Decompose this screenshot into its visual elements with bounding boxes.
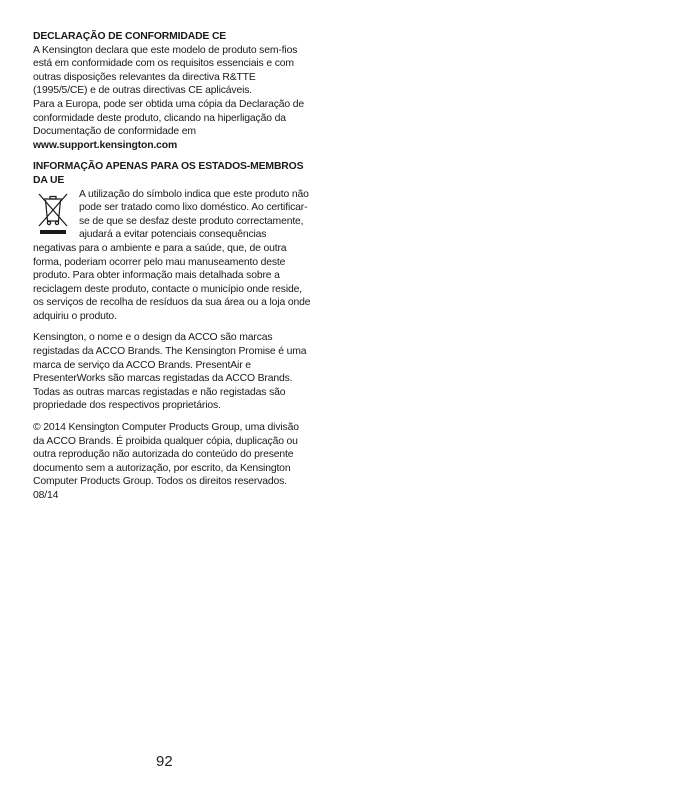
document-column	[33, 30, 311, 503]
weee-section	[33, 188, 311, 324]
weee-paragraph: A utilização do símbolo indica que este produto não pode ser tratado como lixo doméstico. Ao certificar-se de que se desfaz deste produto correctamente, ajudará a evitar potenciais consequências negativas para o ambiente e para a saúde, que, de outra forma, poderiam ocorrer pelo mau manuseamento deste produto. Para obter informação mais detalhada sobre a reciclagem deste produto, contacte o município onde reside, os serviços de recolha de resíduos da sua área ou a loja onde adquiriu o produto.	[33, 188, 311, 322]
trademarks-paragraph: Kensington, o nome e o design da ACCO são marcas registadas da ACCO Brands. The Kensington Promise é uma marca de serviço da ACCO Brands. PresentAir e PresenterWorks são marcas registadas da ACCO Brands. Todas as outras marcas registadas e não registadas são propriedade dos respectivos proprietários.	[33, 332, 307, 412]
support-url-link[interactable]: www.support.kensington.com	[33, 139, 178, 151]
ce-heading: DECLARAÇÃO DE CONFORMIDADE CE	[33, 31, 227, 42]
page-number: 92	[156, 753, 173, 770]
copyright-paragraph: © 2014 Kensington Computer Products Group, uma divisão da ACCO Brands. É proibida qualquer cópia, duplicação ou outra reprodução não autorizada do conteúdo do presente documento sem a autorização, por escrito, da Kensington Computer Products Group. Todos os direitos reservados. 08/14	[33, 422, 299, 501]
weee-crossed-bin-icon	[35, 190, 71, 236]
ce-paragraph-1: A Kensington declara que este modelo de produto sem-fios está em conformidade com os requisitos essenciais e com outras disposições relevantes da directiva R&TTE (1995/5/CE) e de outras directivas CE aplicáveis.	[33, 44, 298, 97]
eu-heading: INFORMAÇÃO APENAS PARA OS ESTADOS-MEMBROS DA UE	[33, 161, 304, 186]
ce-paragraph-2-text: Para a Europa, pode ser obtida uma cópia da Declaração de conformidade deste produto, clicando na hiperligação da Documentação de conformidade em	[33, 98, 305, 138]
ce-paragraph-2	[33, 98, 311, 152]
